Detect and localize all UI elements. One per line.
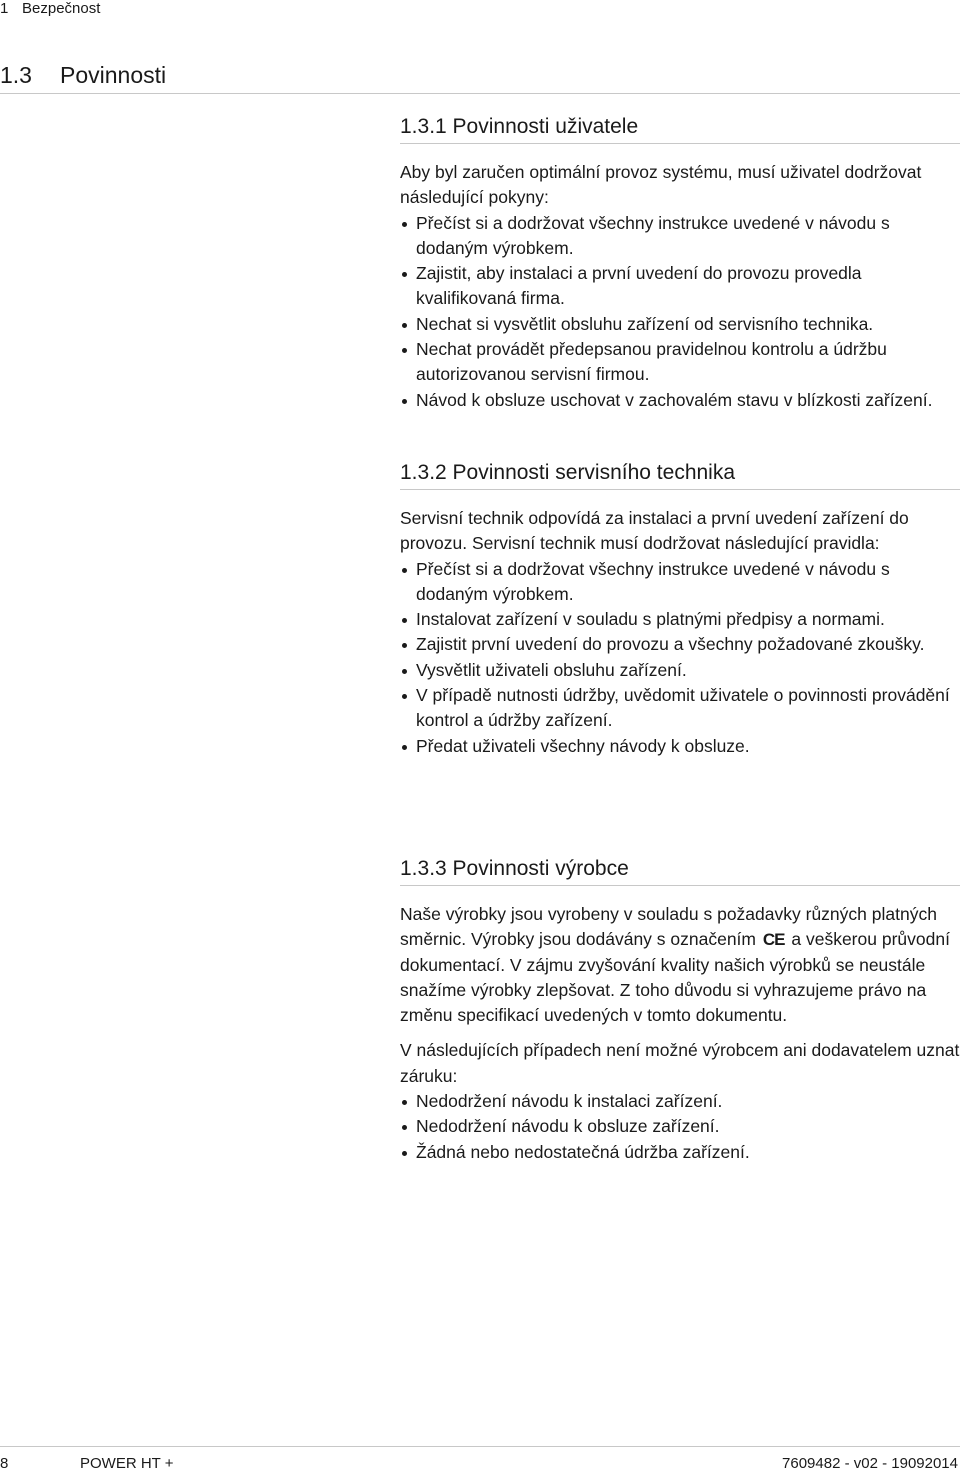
list-item: Nechat provádět předepsanou pravidelnou kontrolu a údržbu autorizovanou servisní firmou. bbox=[400, 337, 960, 388]
paragraph: Aby byl zaručen optimální provoz systému, musí uživatel dodržovat následující pokyny: bbox=[400, 162, 922, 208]
list-item: Zajistit první uvedení do provozu a všechny požadované zkoušky. bbox=[400, 632, 960, 657]
chapter-title: Povinnosti bbox=[60, 62, 167, 88]
paragraph-text: Naše výrobky jsou vyrobeny v souladu s požadavky různých platných směrnic. Výrobky jsou dodávány s označením bbox=[400, 904, 937, 950]
list-item: Návod k obsluze uschovat v zachovalém stavu v blízkosti zařízení. bbox=[400, 388, 960, 413]
paragraph-text: a veškerou průvodní dokumentací. V zájmu zvyšování kvality našich výrobků se neustále snažíme výrobky zlepšovat. Z toho důvodu si vyhrazujeme právo na změnu specifikací uvedených v tomto dokumentu. bbox=[400, 929, 950, 1026]
list-item: Instalovat zařízení v souladu s platnými předpisy a normami. bbox=[400, 607, 960, 632]
bullet-list bbox=[400, 1089, 960, 1165]
list-item: Nedodržení návodu k instalaci zařízení. bbox=[400, 1089, 960, 1114]
list-item: Žádná nebo nedostatečná údržba zařízení. bbox=[400, 1140, 960, 1165]
paragraph: Servisní technik odpovídá za instalaci a první uvedení zařízení do provozu. Servisní technik musí dodržovat následující pravidla: bbox=[400, 508, 909, 554]
list-item: Nechat si vysvětlit obsluhu zařízení od servisního technika. bbox=[400, 312, 960, 337]
chapter-number: 1.3 bbox=[0, 62, 32, 88]
header-chapter-number: 1 bbox=[0, 0, 9, 17]
chapter-heading bbox=[0, 60, 960, 94]
list-item: V případě nutnosti údržby, uvědomit uživatele o povinnosti provádění kontrol a údržby zařízení. bbox=[400, 683, 960, 734]
paragraph bbox=[400, 902, 960, 1028]
list-item: Zajistit, aby instalaci a první uvedení do provozu provedla kvalifikovaná firma. bbox=[400, 261, 960, 312]
paragraph: V následujících případech není možné výrobcem ani dodavatelem uznat záruku: bbox=[400, 1040, 960, 1086]
list-item: Přečíst si a dodržovat všechny instrukce uvedené v návodu s dodaným výrobkem. bbox=[400, 211, 960, 262]
list-item: Vysvětlit uživateli obsluhu zařízení. bbox=[400, 658, 960, 683]
page-number: 8 bbox=[0, 1455, 9, 1472]
section-heading-text: 1.3.2 Povinnosti servisního technika bbox=[400, 461, 736, 484]
bullet-list bbox=[400, 557, 960, 759]
header-chapter-title: Bezpečnost bbox=[22, 0, 101, 17]
section-technician-body bbox=[400, 506, 960, 759]
list-item: Přečíst si a dodržovat všechny instrukce uvedené v návodu s dodaným výrobkem. bbox=[400, 557, 960, 608]
list-item: Nedodržení návodu k obsluze zařízení. bbox=[400, 1114, 960, 1139]
bullet-list bbox=[400, 211, 960, 413]
section-user-body bbox=[400, 160, 960, 413]
list-item: Předat uživateli všechny návody k obsluze. bbox=[400, 734, 960, 759]
document-id: 7609482 - v02 - 19092014 bbox=[782, 1455, 958, 1472]
section-heading-text: 1.3.3 Povinnosti výrobce bbox=[400, 857, 629, 880]
page-footer bbox=[0, 1446, 960, 1470]
section-manufacturer-body bbox=[400, 902, 960, 1165]
ce-mark-icon: CE bbox=[762, 930, 785, 950]
running-header bbox=[0, 0, 100, 18]
section-heading-technician bbox=[400, 458, 960, 490]
section-heading-manufacturer bbox=[400, 854, 960, 886]
section-heading-text: 1.3.1 Povinnosti uživatele bbox=[400, 115, 639, 138]
section-heading-user bbox=[400, 112, 960, 144]
product-name: POWER HT + bbox=[80, 1455, 174, 1472]
